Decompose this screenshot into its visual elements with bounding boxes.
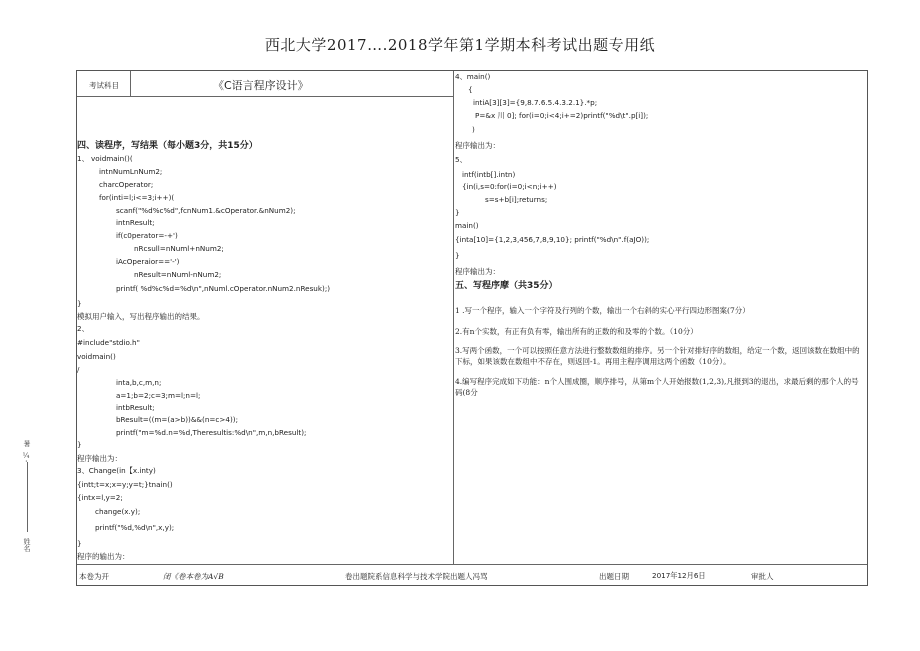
question-item: 2.有n个实数，有正有负有零，输出所有的正数的和及零的个数。（10分） bbox=[455, 327, 698, 336]
code-line: intbResult; bbox=[116, 403, 155, 412]
code-line: scanf("%d%c%d",fcnNum1.&cOperator.&nNum2); bbox=[116, 206, 296, 215]
margin-underline bbox=[27, 462, 28, 532]
code-line: intiA[3][3]={9,8.7.6.5.4.3.2.1}.*p; bbox=[473, 98, 598, 107]
question-item: 4.编写程序完成如下功能：n个人围成圈，顺序排号，从第m个人开始报数(1,2,3),凡报到3的退出，求最后剩的那个人的号码(8分 bbox=[455, 377, 859, 397]
course-name: 《C语言程序设计》 bbox=[213, 79, 309, 92]
code-line: } bbox=[77, 299, 82, 308]
column-divider bbox=[453, 71, 454, 564]
code-line: inta,b,c,m,n; bbox=[116, 378, 162, 387]
section4-heading: 四、读程序，写结果（每小题3分，共15分） bbox=[77, 141, 258, 151]
footer-dept: 卷出题院系信息科学与技术学院出题人冯骂 bbox=[345, 572, 488, 581]
code-line: ) bbox=[472, 125, 475, 134]
course-label: 考试科目 bbox=[89, 81, 119, 90]
code-line: nResult=nNuml-nNum2; bbox=[134, 270, 222, 279]
code-line: change(x.y); bbox=[95, 507, 141, 516]
code-line: {intt;t=x;x=y;y=t;}tnain() bbox=[77, 480, 173, 489]
question-item: 1 .写一个程序，输入一个字符及行列的个数，输出一个右斜的实心平行四边形图案(7分） bbox=[455, 306, 750, 315]
code-line: {in(i,s=0:for(i=0;i<n;i++) bbox=[462, 182, 557, 191]
footer-date: 2017年12月6日 bbox=[652, 571, 706, 580]
code-line: if(c0perator=-+') bbox=[116, 231, 178, 240]
q1-note: 模拟用户输入，写出程序输出的结果。 bbox=[77, 312, 205, 321]
code-line: for(inti=l;i<=3;i++)( bbox=[99, 193, 175, 202]
code-line: s=s+b[i];returns; bbox=[485, 195, 548, 204]
footer-date-label: 出题日期 bbox=[599, 572, 629, 581]
code-line: intf(intb[].intn) bbox=[462, 170, 516, 179]
code-line: printf("m=%d.n=%d,Theresultis:%d\n",m,n,bResult); bbox=[116, 428, 307, 437]
code-line: iAcOperaior=='-') bbox=[116, 257, 180, 266]
code-line: main() bbox=[455, 221, 479, 230]
code-line: } bbox=[77, 440, 82, 449]
code-line: printf("%d,%d\n",x,y); bbox=[95, 523, 175, 532]
footer-approver: 审批人 bbox=[751, 572, 774, 581]
page-title: 西北大学2017….2018学年第1学期本科考试出题专用纸 bbox=[264, 36, 656, 54]
code-line: P=&x 川 0]; for(i=0;i<4;i+=2)printf("%d\t".p[i]); bbox=[475, 111, 649, 120]
footer-open-label: 本卷为开 bbox=[79, 572, 109, 581]
q3-answer-label: 程序的输出为： bbox=[77, 552, 130, 561]
code-line: {intx=l,y=2; bbox=[77, 493, 123, 502]
code-line: } bbox=[455, 251, 460, 260]
code-line: 5、 bbox=[455, 155, 467, 164]
question-item: 3.写两个函数，一个可以按照任意方法进行整数数组的排序。另一个针对排好序的数组，给定一个数，返回该数在数组中的下标，如果该数在数组中不存在，则返回-1。再用主程序调用这两个函数（10分）。 bbox=[455, 346, 860, 366]
code-line: charcOperator; bbox=[99, 180, 154, 189]
code-line: 4、main() bbox=[455, 72, 491, 81]
code-line: nRcsull=nNuml+nNum2; bbox=[134, 244, 224, 253]
code-line: } bbox=[77, 539, 82, 548]
course-row-line bbox=[77, 96, 453, 97]
code-line: voidmain() bbox=[77, 352, 116, 361]
code-line: intnResult; bbox=[116, 218, 155, 227]
code-line: #include"stdio.h" bbox=[77, 338, 140, 347]
footer-paper-type: 闭《卷本卷为A√B bbox=[163, 572, 224, 581]
q2-answer-label: 程序输出为： bbox=[77, 454, 122, 463]
code-line: printf( %d%c%d=%d\n",nNuml.cOperator.nNum2.nResuk);) bbox=[116, 284, 331, 293]
exam-sheet bbox=[76, 70, 868, 586]
code-line: 2、 bbox=[77, 324, 89, 333]
course-divider bbox=[130, 71, 131, 96]
margin-label-b: ¼- bbox=[22, 452, 30, 463]
code-line: 3、Change(in【x.inty) bbox=[77, 466, 156, 475]
margin-label-a: 暑 bbox=[23, 440, 31, 447]
code-line: { bbox=[468, 85, 473, 94]
section5-heading: 五、写程序摩（共35分） bbox=[455, 281, 558, 291]
code-line: } bbox=[455, 208, 460, 217]
code-line: {inta[10]={1,2,3,456,7,8,9,10}; printf("%d\n".f(aJO)); bbox=[455, 235, 650, 244]
footer-line bbox=[77, 564, 867, 565]
margin-label-name: 姓名 bbox=[23, 538, 31, 552]
q5-answer-label: 程序输出为： bbox=[455, 267, 500, 276]
code-line: / bbox=[77, 365, 80, 374]
code-line: 1、 voidmain()( bbox=[77, 154, 133, 163]
code-line: intnNumLnNum2; bbox=[99, 167, 163, 176]
code-line: bResult=((m=(a>b))&&(n=c>4)); bbox=[116, 415, 238, 424]
code-line: a=1;b=2;c=3;m=l;n=l; bbox=[116, 391, 201, 400]
q4-answer-label: 程序输出为： bbox=[455, 141, 500, 150]
